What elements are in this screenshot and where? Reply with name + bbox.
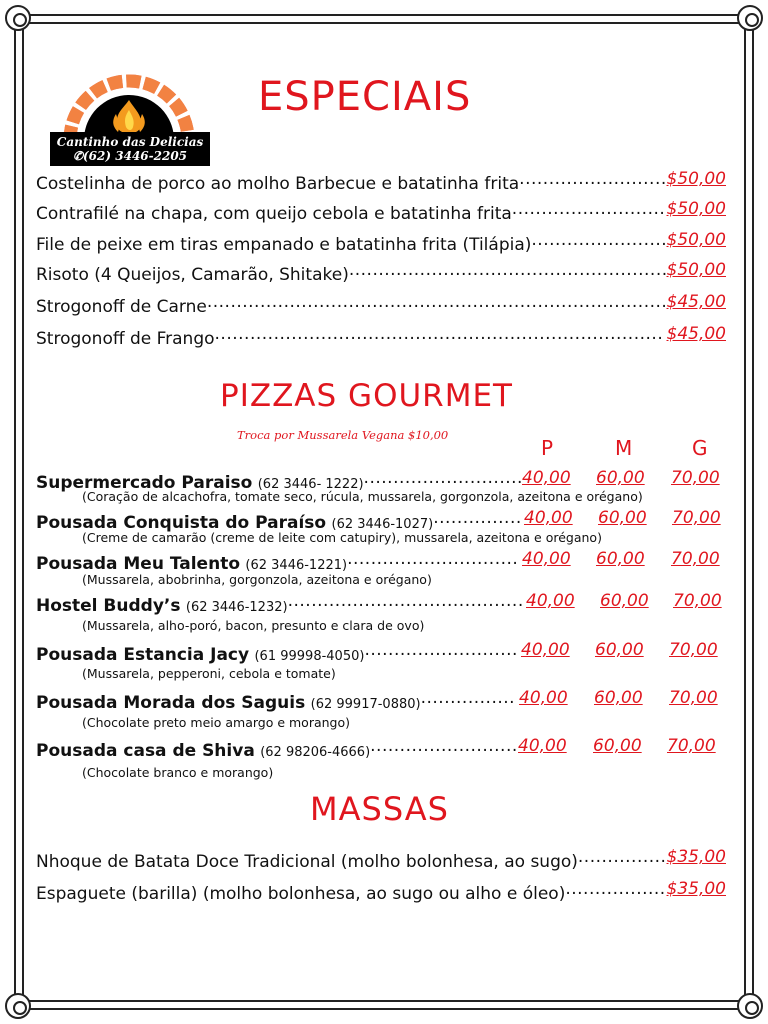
massas-title: MASSAS [310,790,449,828]
logo-name: Cantinho das Delicias [56,135,204,149]
pizza-price-g: 70,00 [667,736,716,756]
pizza-item [36,688,515,712]
especial-item-price: $45,00 [666,324,726,344]
pizza-item-name: Pousada Conquista do Paraíso [36,513,327,532]
massa-item-price: $35,00 [666,879,726,899]
especial-item-price: $50,00 [666,199,726,219]
pizza-item-description: (Chocolate preto meio amargo e morango) [82,715,351,730]
pizza-item-description: (Chocolate branco e morango) [82,765,274,780]
pizza-price-m: 60,00 [595,640,644,660]
especial-item-price: $50,00 [666,230,726,250]
pizza-price-m: 60,00 [600,591,649,611]
frame-top-border [22,14,746,24]
frame-right-border [744,22,754,1002]
especial-item-name: Costelinha de porco ao molho Barbecue e batatinha frita [36,174,520,193]
massa-item [36,847,666,871]
pizza-price-p: 40,00 [521,640,570,660]
pizza-item [36,549,518,573]
pizzas-title: PIZZAS GOURMET [220,378,513,414]
pizza-item [36,736,518,760]
especial-item [36,324,663,348]
especial-item [36,199,665,223]
leader-dots: ................. [565,879,666,899]
corner-ornament-icon [737,993,763,1019]
leader-dots: ............................. [347,549,519,569]
leader-dots: .......................... [364,640,518,660]
especial-item-price: $50,00 [666,260,726,280]
especial-item-name: Strogonoff de Frango [36,329,215,348]
pizza-price-p: 40,00 [518,736,567,756]
vegan-swap-note: Troca por Mussarela Vegana $10,00 [237,428,449,442]
leader-dots: ......................... [519,169,667,189]
logo-band [50,132,210,166]
pizza-price-p: 40,00 [522,468,571,488]
pizza-price-p: 40,00 [524,508,573,528]
pizza-item-description: (Mussarela, alho-poró, bacon, presunto e clara de ovo) [82,618,425,633]
logo [40,40,218,168]
size-header-p: P [541,436,554,460]
pizza-item [36,508,522,532]
massa-item [36,879,666,903]
leader-dots: ....................... [531,230,668,250]
corner-ornament-icon [5,993,31,1019]
massa-item-name: Nhoque de Batata Doce Tradicional (molho bolonhesa, ao sugo) [36,852,578,871]
pizza-item-description: (Creme de camarão (creme de leite com catupiry), mussarela, azeitona e orégano) [82,530,602,545]
logo-phone: ✆(62) 3446-2205 [72,149,188,163]
frame-bottom-border [22,1000,746,1010]
pizza-item-name: Pousada Morada dos Saguis [36,693,306,712]
pizza-price-g: 70,00 [671,468,720,488]
pizza-item-name: Pousada Meu Talento [36,554,240,573]
especial-item-price: $45,00 [666,292,726,312]
especial-item-name: Strogonoff de Carne [36,297,207,316]
pizza-price-p: 40,00 [526,591,575,611]
massa-item-name: Espaguete (barilla) (molho bolonhesa, ao sugo ou alho e óleo) [36,884,566,903]
pizza-item-phone: (62 3446-1221) [245,558,348,573]
pizza-item-phone: (62 3446-1232) [185,600,288,615]
pizza-item-name: Supermercado Paraiso [36,473,253,492]
corner-ornament-icon [737,5,763,31]
leader-dots: ............... [433,508,522,528]
especial-item-name: File de peixe em tiras empanado e batatinha frita (Tilápia) [36,235,532,254]
leader-dots: ........................................ [287,591,524,611]
pizza-item-description: (Coração de alcachofra, tomate seco, rúcula, mussarela, gorgonzola, azeitona e orégano) [82,489,643,504]
leader-dots: ......................... [370,736,518,756]
brick-oven-fire-icon [40,40,218,140]
frame-left-border [14,22,24,1002]
leader-dots: ...................................................... [348,260,668,280]
pizza-price-p: 40,00 [522,549,571,569]
leader-dots: ........................... [363,468,523,488]
pizza-item-name: Pousada Estancia Jacy [36,645,250,664]
especial-item [36,230,667,254]
pizza-item-description: (Mussarela, abobrinha, gorgonzola, azeitona e orégano) [82,572,432,587]
pizza-item-name: Hostel Buddy’s [36,596,181,615]
pizza-price-m: 60,00 [596,468,645,488]
leader-dots: .......................... [511,199,666,219]
especial-item-price: $50,00 [666,169,726,189]
pizza-item-phone: (61 99998-4050) [254,649,365,664]
pizza-price-g: 70,00 [673,591,722,611]
pizza-item-phone: (62 99917-0880) [310,697,421,712]
pizza-price-g: 70,00 [669,688,718,708]
especial-item-name: Risoto (4 Queijos, Camarão, Shitake) [36,265,349,284]
leader-dots: .............................................................................. [206,292,668,312]
pizza-price-m: 60,00 [598,508,647,528]
pizza-item-phone: (62 3446-1027) [331,517,434,532]
size-header-m: M [615,436,633,460]
especial-item-name: Contrafilé na chapa, com queijo cebola e batatinha frita [36,204,512,223]
pizza-item-phone: (62 98206-4666) [260,745,371,760]
pizza-price-g: 70,00 [669,640,718,660]
corner-ornament-icon [5,5,31,31]
pizza-price-g: 70,00 [672,508,721,528]
pizza-price-m: 60,00 [594,688,643,708]
pizza-item [36,591,524,615]
pizza-item [36,640,518,664]
pizza-price-p: 40,00 [519,688,568,708]
leader-dots: ............................................................................ [214,324,664,344]
leader-dots: ............... [577,847,667,867]
pizza-item-name: Pousada casa de Shiva [36,741,255,760]
size-header-g: G [692,436,708,460]
pizza-price-g: 70,00 [671,549,720,569]
especial-item [36,292,667,316]
especial-item [36,260,668,284]
pizza-item-phone: (62 3446- 1222) [257,477,364,492]
leader-dots: ................ [420,688,516,708]
pizza-item-description: (Mussarela, pepperoni, cebola e tomate) [82,666,336,681]
pizza-price-m: 60,00 [596,549,645,569]
massa-item-price: $35,00 [666,847,726,867]
especial-item [36,169,667,193]
especiais-title: ESPECIAIS [258,74,472,120]
pizza-price-m: 60,00 [593,736,642,756]
